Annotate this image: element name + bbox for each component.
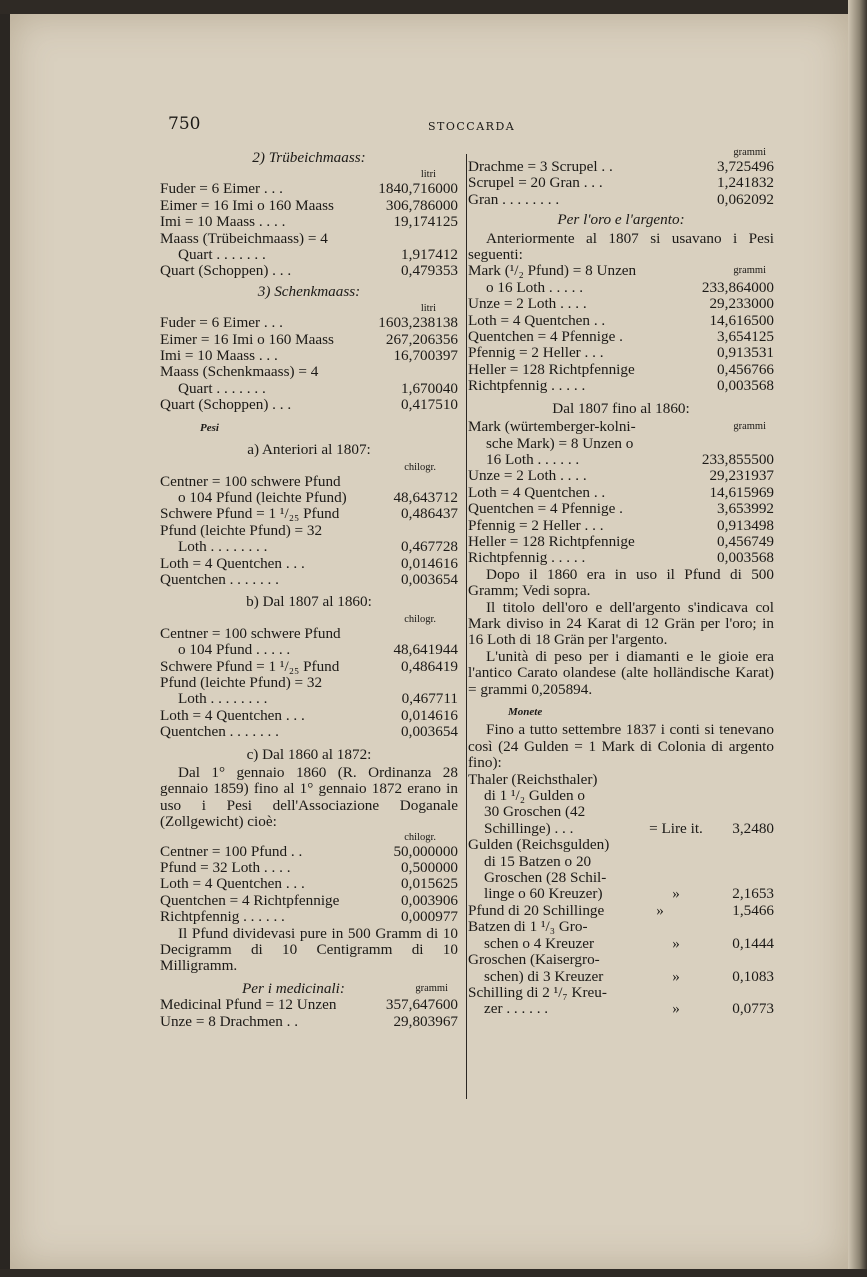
table-row — [468, 280, 774, 296]
row-value: 0,003654 — [401, 723, 458, 741]
coin-label: zer . . . . . . — [484, 1000, 549, 1018]
table-row — [468, 329, 774, 345]
section-heading: Monete — [508, 706, 543, 718]
unit-label: litri — [420, 169, 436, 181]
row-value: 357,647600 — [385, 996, 458, 1014]
table — [160, 381, 458, 414]
row-value: 0,467711 — [401, 690, 458, 708]
table-row — [468, 468, 774, 484]
coin-row — [468, 854, 774, 870]
row-value: 3,725496 — [717, 158, 774, 175]
table-row — [160, 708, 458, 724]
scan-right-edge — [848, 0, 867, 1277]
row-label: Eimer = 16 Imi o 160 Maass — [160, 197, 334, 214]
row-label: Pfennig = 2 Heller . . . — [468, 345, 604, 362]
row-label: Heller = 128 Richtpfennige — [468, 533, 635, 550]
table-row — [160, 1014, 458, 1030]
row-value: 0,014616 — [401, 706, 458, 724]
row-value: 0,003906 — [401, 891, 458, 909]
table-label: Maass (Trübeichmaass) = 4 — [160, 229, 328, 247]
row-label: Pfennig = 2 Heller . . . — [468, 517, 604, 534]
row-label: Imi = 10 Maass . . . . — [160, 214, 286, 231]
table-row — [468, 159, 774, 175]
coin-row — [468, 804, 774, 820]
row-label: Richtpfennig . . . . . . — [160, 909, 285, 926]
row-value: 29,803967 — [393, 1012, 458, 1030]
row-label: Loth . . . . . . . . — [178, 539, 268, 556]
table-row — [160, 997, 458, 1013]
table-row — [468, 362, 774, 378]
table — [160, 247, 458, 280]
section-title: b) Dal 1807 al 1860: — [246, 593, 372, 611]
row-value: 0,913531 — [717, 344, 774, 362]
column-divider — [466, 154, 467, 1099]
coin-row — [468, 903, 774, 919]
table-row — [160, 626, 458, 642]
scan-top-edge — [0, 0, 867, 14]
paragraph: L'unità di peso per i diamanti e le gioie era l'antico Carato olandese (alte holländische Karat) = grammi 0,205894. — [468, 647, 774, 698]
unit-label: litri — [420, 303, 436, 315]
table — [468, 452, 774, 567]
row-value: 1,670040 — [401, 379, 458, 397]
paragraph: Il Pfund dividevasi pure in 500 Gramm di 10 Decigramm di 10 Centigramm di 10 Milligramm. — [160, 924, 458, 975]
coin-label: linge o 60 Kreuzer) — [484, 885, 603, 903]
row-value: 48,643712 — [393, 488, 458, 506]
coin-row — [468, 821, 774, 837]
table-row — [160, 556, 458, 572]
section-title: Per l'oro e l'argento: — [557, 211, 685, 229]
coin-row — [468, 936, 774, 952]
coin-row — [468, 772, 774, 788]
row-label: Quart (Schoppen) . . . — [160, 397, 292, 414]
section-title: Dal 1807 fino al 1860: — [552, 399, 690, 417]
row-value: 1840,716000 — [378, 180, 458, 198]
paragraph: Anteriormente al 1807 si usavano i Pesi seguenti: — [468, 229, 774, 264]
row-label: Pfund (leichte Pfund) = 32 — [160, 674, 323, 691]
row-label: Richtpfennig . . . . . — [468, 550, 586, 567]
table-row — [160, 247, 458, 263]
table-row — [160, 691, 458, 707]
running-head: STOCCARDA — [428, 120, 516, 133]
row-value: 1603,238138 — [378, 314, 458, 332]
unit-label: grammi — [733, 147, 766, 158]
coin-label: Gulden (Reichsgulden) — [468, 836, 610, 854]
row-value: 1,917412 — [401, 246, 458, 264]
row-label: Fuder = 6 Eimer . . . — [160, 181, 283, 198]
table-row — [160, 539, 458, 555]
coin-marker: = Lire it. — [649, 819, 703, 837]
row-value: 3,653992 — [717, 500, 774, 518]
table-row — [160, 860, 458, 876]
scan-bottom-edge — [0, 1269, 867, 1277]
section-title: a) Anteriori al 1807: — [247, 441, 371, 459]
row-value: 0,000977 — [401, 908, 458, 926]
coin-label: di 1 ¹/₂ Gulden o — [484, 787, 585, 805]
table-row — [468, 518, 774, 534]
row-label: Quart (Schoppen) . . . — [160, 263, 292, 280]
row-label: Scrupel = 20 Gran . . . — [468, 175, 603, 192]
paragraph: Dal 1° gennaio 1860 (R. Ordinanza 28 gennaio 1859) fino al 1° gennaio 1872 erano in uso i Pesi dell'Associazione Doganale (Zollgewicht) cioè: — [160, 764, 458, 831]
row-label: Quart . . . . . . . — [178, 247, 266, 264]
row-label: Loth . . . . . . . . — [178, 691, 268, 708]
coin-marker: » — [672, 967, 680, 985]
row-value: 233,864000 — [701, 278, 774, 296]
table — [468, 159, 774, 208]
table-row — [160, 332, 458, 348]
coin-label: Schilling di 2 ¹/₇ Kreu- — [468, 983, 607, 1001]
row-value: 16,700397 — [393, 347, 458, 365]
unit-label: grammi — [415, 982, 448, 994]
coin-label: Groschen (Kaisergro- — [468, 951, 600, 969]
unit-label: chilogr. — [404, 461, 436, 473]
section-title: Per i medicinali: — [242, 979, 345, 997]
row-label: Gran . . . . . . . . — [468, 191, 560, 208]
book-page — [10, 14, 848, 1269]
row-label: Loth = 4 Quentchen . . . — [160, 876, 305, 893]
table-row — [160, 348, 458, 364]
table-row — [160, 675, 458, 691]
coin-row — [468, 952, 774, 968]
table-row — [468, 192, 774, 208]
table — [160, 474, 458, 589]
row-label: Schwere Pfund = 1 ¹/₂₅ Pfund — [160, 506, 340, 523]
coin-label: di 15 Batzen o 20 — [484, 852, 592, 870]
coin-label: schen o 4 Kreuzer — [484, 934, 595, 952]
row-label: o 16 Loth . . . . . — [486, 279, 584, 296]
table-row — [160, 893, 458, 909]
table — [160, 997, 458, 1030]
row-label: o 104 Pfund . . . . . — [178, 642, 291, 659]
row-label: Quentchen . . . . . . . — [160, 571, 279, 588]
table-label: Mark (¹/₂ Pfund) = 8 Unzen — [468, 262, 637, 280]
table-row — [160, 642, 458, 658]
page-number: 750 — [168, 114, 201, 134]
table-row — [468, 485, 774, 501]
coin-label: schen) di 3 Kreuzer — [484, 967, 604, 985]
row-label: Pfund (leichte Pfund) = 32 — [160, 522, 323, 539]
row-value: 48,641944 — [393, 641, 458, 659]
row-value: 14,615969 — [709, 483, 774, 501]
paragraph: Fino a tutto settembre 1837 i conti si tenevano così (24 Gulden = 1 Mark di Colonia di argento fino): — [468, 721, 774, 772]
table-label: Maass (Schenkmaass) = 4 — [160, 363, 319, 381]
table-row — [160, 263, 458, 279]
table-row — [160, 659, 458, 675]
coin-label: Groschen (28 Schil- — [484, 869, 607, 887]
coin-row — [468, 919, 774, 935]
row-label: Unze = 2 Loth . . . . — [468, 296, 587, 313]
coin-label: 30 Groschen (42 — [484, 803, 586, 821]
table-row — [160, 572, 458, 588]
row-value: 233,855500 — [701, 450, 774, 468]
row-value: 0,417510 — [401, 396, 458, 414]
coin-label: Batzen di 1 ¹/₃ Gro- — [468, 918, 588, 936]
row-value: 0,456766 — [717, 360, 774, 378]
row-label: Imi = 10 Maass . . . — [160, 348, 278, 365]
row-value: 0,486437 — [401, 505, 458, 523]
row-value: 3,654125 — [717, 328, 774, 346]
section-title-row — [160, 981, 458, 997]
row-label: Unze = 2 Loth . . . . — [468, 468, 587, 485]
row-label: Quentchen = 4 Pfennige . — [468, 329, 623, 346]
row-label: Quentchen . . . . . . . — [160, 724, 279, 741]
table-label: sche Mark) = 8 Unzen o — [486, 434, 634, 452]
row-label: Heller = 128 Richtpfennige — [468, 361, 635, 378]
table-row — [160, 909, 458, 925]
row-value: 0,486419 — [401, 657, 458, 675]
row-label: o 104 Pfund (leichte Pfund) — [178, 489, 347, 506]
coin-marker: » — [656, 901, 664, 919]
table-row — [468, 175, 774, 191]
coin-row — [468, 870, 774, 886]
table-row — [160, 214, 458, 230]
row-value: 29,231937 — [709, 467, 774, 485]
row-label: Quentchen = 4 Richtpfennige — [160, 892, 340, 909]
left-column — [160, 146, 458, 1030]
coin-value: 0,1444 — [732, 934, 774, 952]
table-label-row — [468, 263, 774, 279]
table-row — [468, 501, 774, 517]
table-row — [468, 313, 774, 329]
row-label: Eimer = 16 Imi o 160 Maass — [160, 331, 334, 348]
table-row — [160, 724, 458, 740]
row-label: Quentchen = 4 Pfennige . — [468, 501, 623, 518]
row-label: Fuder = 6 Eimer . . . — [160, 315, 283, 332]
table-row — [468, 452, 774, 468]
row-label: Loth = 4 Quentchen . . — [468, 312, 606, 329]
table — [160, 626, 458, 741]
row-label: Schwere Pfund = 1 ¹/₂₅ Pfund — [160, 658, 340, 675]
table-row — [160, 523, 458, 539]
row-label: Medicinal Pfund = 12 Unzen — [160, 997, 337, 1014]
paragraph: Dopo il 1860 era in uso il Pfund di 500 Gramm; Vedi sopra. — [468, 565, 774, 600]
coin-row — [468, 886, 774, 902]
row-value: 0,479353 — [401, 262, 458, 280]
coin-table — [468, 772, 774, 1018]
coin-value: 0,1083 — [732, 967, 774, 985]
row-value: 267,206356 — [385, 330, 458, 348]
coin-row — [468, 969, 774, 985]
section-title: 2) Trübeichmaass: — [252, 149, 366, 166]
right-column — [468, 146, 774, 1018]
row-value: 0,003654 — [401, 570, 458, 588]
row-label: Loth = 4 Quentchen . . . — [160, 555, 305, 572]
unit-label: chilogr. — [404, 831, 436, 843]
row-label: Centner = 100 Pfund . . — [160, 843, 303, 860]
row-value: 0,015625 — [401, 875, 458, 893]
table-row — [160, 876, 458, 892]
row-label: Loth = 4 Quentchen . . — [468, 484, 606, 501]
row-label: 16 Loth . . . . . . — [486, 451, 580, 468]
coin-row — [468, 1001, 774, 1017]
row-value: 50,000000 — [393, 842, 458, 860]
row-value: 19,174125 — [393, 213, 458, 231]
table — [160, 315, 458, 364]
row-value: 14,616500 — [709, 311, 774, 329]
table — [160, 844, 458, 926]
row-label: Drachme = 3 Scrupel . . — [468, 159, 613, 175]
table-row — [468, 378, 774, 394]
coin-value: 0,0773 — [732, 1000, 774, 1018]
coin-label: Thaler (Reichsthaler) — [468, 770, 598, 788]
unit-label: chilogr. — [404, 613, 436, 625]
coin-label: Schillinge) . . . — [484, 819, 574, 837]
row-value: 0,467728 — [401, 538, 458, 556]
row-label: Quart . . . . . . . — [178, 380, 266, 397]
table-row — [468, 534, 774, 550]
row-value: 1,241832 — [717, 174, 774, 192]
table-row — [160, 490, 458, 506]
table-row — [160, 844, 458, 860]
table-row — [160, 181, 458, 197]
coin-row — [468, 837, 774, 853]
table — [160, 181, 458, 230]
row-value: 0,913498 — [717, 516, 774, 534]
coin-value: 2,1653 — [732, 885, 774, 903]
coin-label: Pfund di 20 Schillinge — [468, 901, 605, 919]
row-label: Centner = 100 schwere Pfund — [160, 625, 341, 642]
row-label: Pfund = 32 Loth . . . . — [160, 860, 291, 877]
row-value: 0,062092 — [717, 190, 774, 208]
row-label: Richtpfennig . . . . . — [468, 378, 586, 395]
table-row — [468, 550, 774, 566]
table-row — [468, 345, 774, 361]
coin-marker: » — [672, 1000, 680, 1018]
row-value: 29,233000 — [709, 295, 774, 313]
unit-label: grammi — [733, 265, 766, 277]
row-value: 0,003568 — [717, 549, 774, 567]
row-label: Unze = 8 Drachmen . . — [160, 1013, 299, 1030]
row-value: 0,500000 — [401, 859, 458, 877]
paragraph: Il titolo dell'oro e dell'argento s'indicava col Mark diviso in 24 Karat di 12 Grän per l'oro; in 16 Loth di 18 Grän per l'argento. — [468, 598, 774, 649]
table-label-row — [468, 419, 774, 435]
table-row — [160, 506, 458, 522]
table-row — [160, 198, 458, 214]
coin-row — [468, 985, 774, 1001]
row-value: 0,014616 — [401, 554, 458, 572]
table — [468, 280, 774, 395]
table-label: Mark (würtemberger-kolni- — [468, 418, 636, 436]
section-title: c) Dal 1860 al 1872: — [246, 745, 372, 763]
coin-marker: » — [672, 885, 680, 903]
table-row — [160, 474, 458, 490]
table-row — [160, 397, 458, 413]
row-value: 0,003568 — [717, 377, 774, 395]
table-row — [160, 381, 458, 397]
row-value: 306,786000 — [385, 196, 458, 214]
coin-row — [468, 788, 774, 804]
table-row — [468, 296, 774, 312]
coin-marker: » — [672, 934, 680, 952]
row-label: Centner = 100 schwere Pfund — [160, 473, 341, 490]
coin-value: 1,5466 — [732, 901, 774, 919]
section-title: 3) Schenkmaass: — [257, 282, 361, 300]
row-label: Loth = 4 Quentchen . . . — [160, 707, 305, 724]
coin-value: 3,2480 — [732, 819, 774, 837]
table-row — [160, 315, 458, 331]
row-value: 0,456749 — [717, 532, 774, 550]
section-heading: Pesi — [200, 421, 219, 434]
unit-label: grammi — [733, 421, 766, 433]
